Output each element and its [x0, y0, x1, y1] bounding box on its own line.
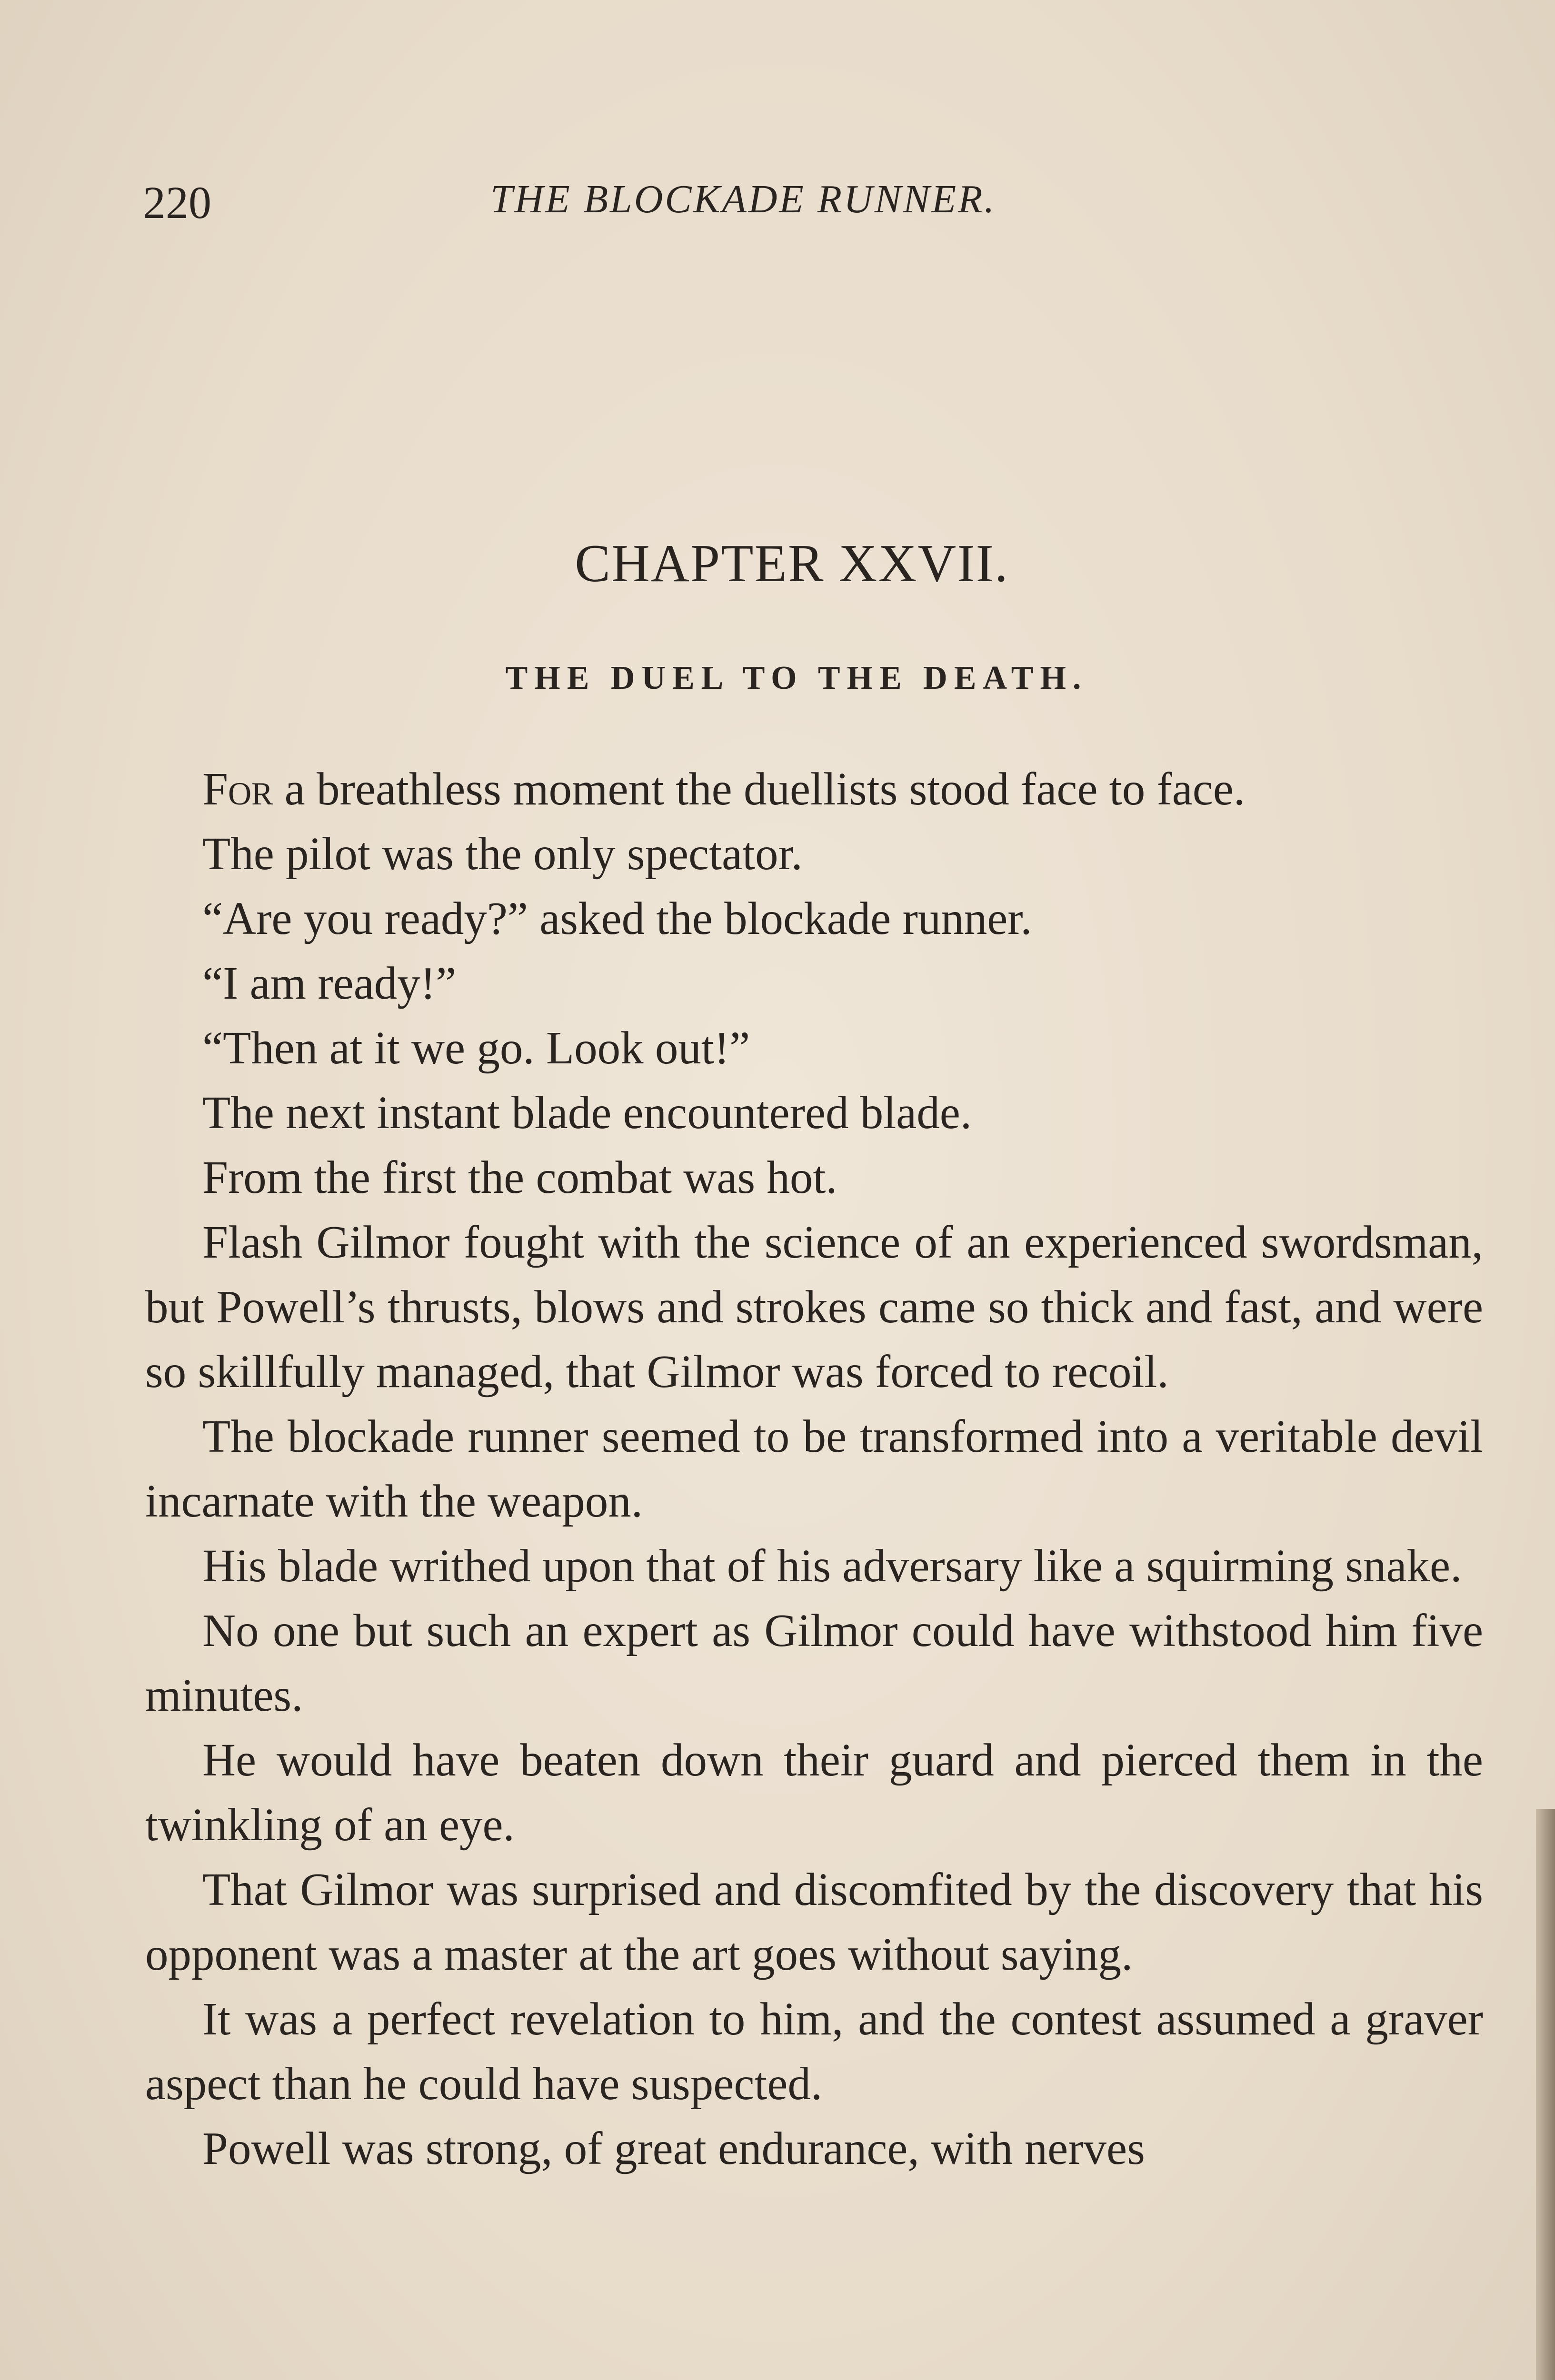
paragraph: No one but such an expert as Gilmor could have withstood him five minutes. — [145, 1605, 1483, 1721]
page-header — [143, 176, 1476, 243]
chapter-subtitle: THE DUEL TO THE DEATH. — [505, 660, 1088, 696]
paragraph: “Then at it we go. Look out!” — [202, 1022, 750, 1073]
drop-lead-word: For — [202, 764, 273, 814]
paragraph: “I am ready!” — [202, 958, 457, 1009]
paragraph: It was a perfect revelation to him, and the contest assumed a graver aspect than he could have suspected. — [145, 1993, 1483, 2109]
paragraph: He would have beaten down their guard and pierced them in the twinkling of an eye. — [145, 1735, 1483, 1850]
running-title: THE BLOCKADE RUNNER. — [490, 177, 997, 221]
paragraph: The blockade runner seemed to be transformed into a veritable devil incarnate with the weapon. — [145, 1411, 1483, 1527]
page-edge-shadow — [1536, 1809, 1555, 2380]
paragraph: That Gilmor was surprised and discomfited by the discovery that his opponent was a master at the art goes without saying. — [145, 1864, 1483, 1980]
page-number: 220 — [143, 177, 211, 228]
paragraph: Flash Gilmor fought with the science of an experienced swordsman, but Powell’s thrusts, blows and strokes came so thick and fast, and were so skillfully managed, that Gilmor was forced to recoil. — [145, 1217, 1483, 1397]
chapter-body — [145, 757, 1483, 2181]
paragraph: The pilot was the only spectator. — [202, 828, 803, 879]
paragraph: “Are you ready?” asked the blockade runner. — [202, 893, 1032, 944]
paragraph: The next instant blade encountered blade. — [202, 1087, 972, 1138]
paragraph: From the first the combat was hot. — [202, 1152, 837, 1203]
paragraph: Powell was strong, of great endurance, with nerves — [202, 2123, 1145, 2174]
paragraph: For a breathless moment the duellists stood face to face. — [202, 764, 1246, 814]
paragraph: His blade writhed upon that of his adversary like a squirming snake. — [202, 1540, 1462, 1591]
chapter-title: CHAPTER XXVII. — [575, 534, 1009, 593]
